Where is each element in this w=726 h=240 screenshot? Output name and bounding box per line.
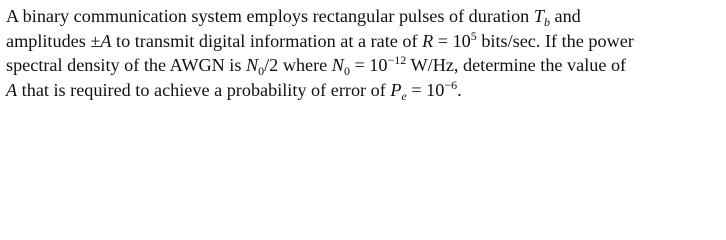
symbol-N: N: [245, 55, 259, 75]
symbol-R: R: [422, 30, 434, 51]
exponent: −12: [387, 53, 407, 67]
plus-minus-symbol: ±: [90, 30, 101, 51]
subscript-0: 0: [258, 64, 265, 78]
symbol-T: T: [533, 6, 544, 26]
symbol-A: A: [100, 30, 112, 51]
text-run: W/Hz, determine the value of: [406, 55, 627, 75]
text-run: and: [549, 6, 581, 26]
subscript-0: 0: [343, 64, 350, 78]
text-run: A binary communication system employs rectangular pulses of duration: [6, 6, 534, 26]
text-run: that is required to achieve a probability of error of: [17, 79, 391, 100]
exponent: 5: [470, 28, 477, 43]
symbol-A: A: [6, 79, 18, 100]
text-run: = 10: [433, 30, 471, 51]
problem-line-4: [6, 78, 722, 103]
exponent: −6: [444, 77, 458, 92]
subscript-b: b: [543, 15, 550, 29]
text-run: /2 where: [264, 55, 332, 75]
text-run: spectral density of the AWGN is: [6, 55, 246, 75]
text-run: to transmit digital information at a rate of: [111, 30, 423, 51]
text-run: .: [457, 79, 462, 100]
problem-line-3: [6, 53, 722, 78]
text-run: = 10: [406, 79, 445, 100]
text-run: bits/sec. If the power: [476, 30, 634, 51]
text-run: = 10: [349, 55, 388, 75]
symbol-N: N: [331, 55, 344, 75]
problem-text: [6, 4, 722, 102]
problem-line-2: [6, 29, 722, 54]
subscript-e: e: [401, 88, 407, 103]
text-run: amplitudes: [6, 30, 91, 51]
problem-line-1: [6, 4, 722, 29]
symbol-P: P: [390, 79, 402, 100]
